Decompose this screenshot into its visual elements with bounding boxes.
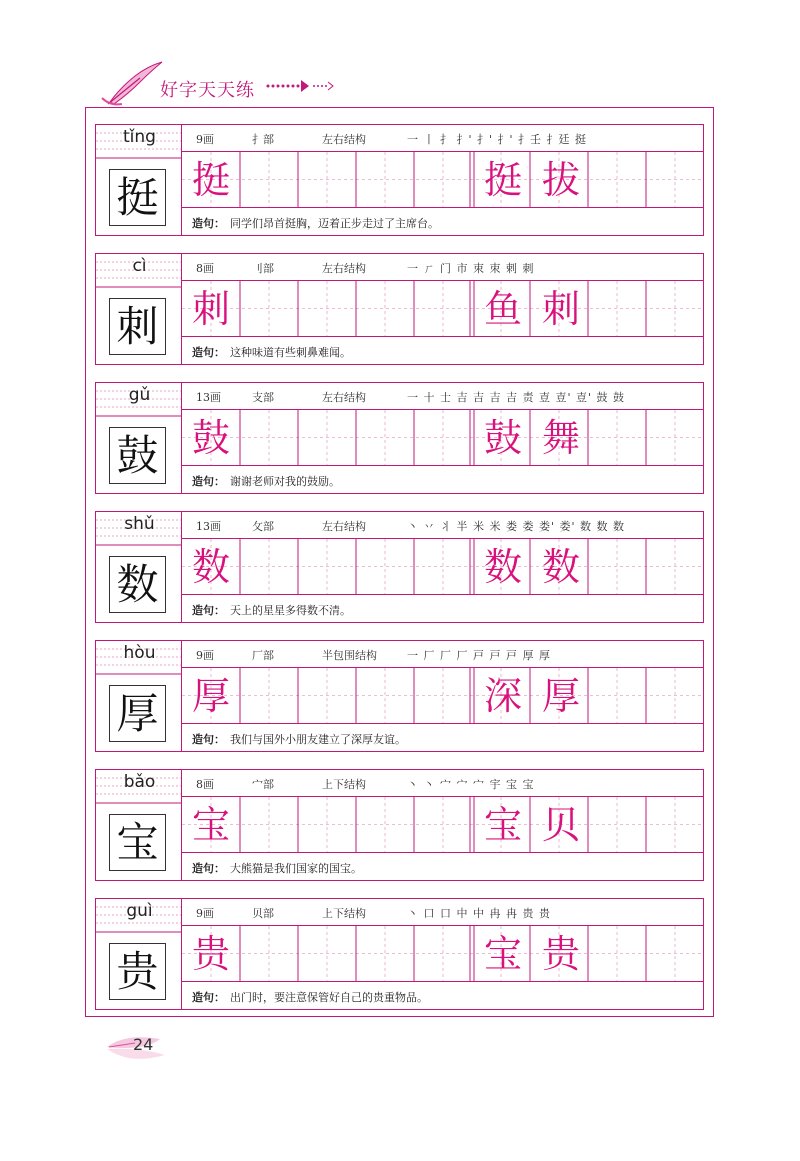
character-entry (95, 898, 704, 1010)
word-character-2: 厚 (541, 674, 580, 718)
character-entry (95, 382, 704, 494)
pinyin: cì (132, 256, 147, 276)
structure: 上下结构 (322, 907, 366, 920)
example-sentence (182, 337, 703, 364)
character-entry (95, 253, 704, 365)
sentence-text: 这种味道有些刺鼻难闻。 (230, 346, 351, 359)
sentence-text: 我们与国外小朋友建立了深厚友谊。 (230, 733, 406, 746)
radical: 刂部 (252, 262, 274, 275)
practice-character: 挺 (191, 158, 230, 202)
stroke-order: 丶 丷 丬 半 米 米 娄 娄 娄' 娄' 数 数 数 (407, 520, 626, 533)
writing-grid[interactable] (182, 796, 703, 853)
arrow-decoration-icon (265, 76, 335, 96)
structure: 半包围结构 (322, 649, 377, 662)
model-character: 数 (109, 556, 166, 613)
character-info (182, 899, 703, 925)
radical: 扌部 (252, 133, 274, 146)
stroke-order: 丶 口 口 中 中 冉 冉 贵 贵 (407, 907, 551, 920)
character-entry (95, 124, 704, 236)
character-info (182, 512, 703, 538)
stroke-count: 13画 (196, 391, 221, 404)
sentence-text: 大熊猫是我们国家的国宝。 (230, 862, 362, 875)
word-character-2: 拔 (541, 158, 580, 202)
character-info (182, 125, 703, 151)
page-number: 24 (133, 1035, 154, 1054)
pinyin: gǔ (128, 385, 151, 405)
stroke-count: 9画 (196, 133, 214, 146)
sentence-label: 造句： (192, 733, 225, 746)
page-title: 好字天天练 (160, 80, 255, 101)
practice-character: 宝 (191, 803, 230, 847)
example-sentence (182, 853, 703, 880)
sentence-text: 谢谢老师对我的鼓励。 (230, 475, 340, 488)
sentence-label: 造句： (192, 475, 225, 488)
stroke-count: 9画 (196, 649, 214, 662)
stroke-count: 8画 (196, 778, 214, 791)
page-header (100, 58, 430, 108)
word-character-1: 宝 (483, 803, 522, 847)
sentence-label: 造句： (192, 862, 225, 875)
character-info (182, 641, 703, 667)
writing-grid[interactable] (182, 667, 703, 724)
pinyin: shǔ (124, 514, 155, 534)
stroke-count: 13画 (196, 520, 221, 533)
pinyin: hòu (123, 643, 156, 663)
radical: 厂部 (252, 649, 274, 662)
sentence-label: 造句： (192, 604, 225, 617)
pinyin: bǎo (123, 772, 156, 792)
practice-character: 数 (191, 545, 230, 589)
writing-grid[interactable] (182, 280, 703, 337)
grid-lines (182, 410, 703, 465)
practice-character: 刺 (191, 287, 230, 331)
character-entry (95, 640, 704, 752)
structure: 左右结构 (322, 133, 366, 146)
character-entry (95, 511, 704, 623)
radical: 攵部 (252, 520, 274, 533)
writing-grid[interactable] (182, 538, 703, 595)
grid-lines (182, 539, 703, 594)
example-sentence (182, 466, 703, 493)
practice-character: 鼓 (191, 416, 230, 460)
structure: 左右结构 (322, 262, 366, 275)
structure: 左右结构 (322, 520, 366, 533)
word-character-1: 深 (483, 674, 522, 718)
page-footer (105, 1025, 185, 1065)
example-sentence (182, 208, 703, 235)
sentence-label: 造句： (192, 217, 225, 230)
character-info (182, 383, 703, 409)
word-character-1: 数 (483, 545, 522, 589)
practice-character: 贵 (191, 932, 230, 976)
stroke-order: 一 ㄏ 门 市 朿 朿 剌 刺 (407, 262, 535, 275)
writing-grid[interactable] (182, 151, 703, 208)
word-character-2: 刺 (541, 287, 580, 331)
sentence-text: 天上的星星多得数不清。 (230, 604, 351, 617)
stroke-order: 一 十 士 吉 吉 吉 吉 责 壴 壴' 壴' 鼓 鼓 (407, 391, 626, 404)
stroke-order: 一 厂 厂 厂 戸 戸 戸 厚 厚 (407, 649, 551, 662)
grid-lines (182, 668, 703, 723)
example-sentence (182, 595, 703, 622)
sentence-text: 出门时，要注意保管好自己的贵重物品。 (230, 991, 428, 1004)
model-character: 宝 (109, 814, 166, 871)
model-character: 贵 (109, 943, 166, 1000)
sentence-label: 造句： (192, 346, 225, 359)
example-sentence (182, 724, 703, 751)
grid-lines (182, 281, 703, 336)
character-entry (95, 769, 704, 881)
example-sentence (182, 982, 703, 1009)
model-character: 挺 (109, 169, 166, 226)
radical: 支部 (252, 391, 274, 404)
sentence-label: 造句： (192, 991, 225, 1004)
word-character-1: 宝 (483, 932, 522, 976)
grid-lines (182, 152, 703, 207)
stroke-order: 一 丨 扌 扌' 扌' 扌' 扌壬 扌廷 挺 (407, 133, 588, 146)
pinyin: tǐng (123, 127, 156, 147)
structure: 左右结构 (322, 391, 366, 404)
practice-character: 厚 (191, 674, 230, 718)
writing-grid[interactable] (182, 925, 703, 982)
radical: 宀部 (252, 778, 274, 791)
word-character-2: 贝 (541, 803, 580, 847)
writing-grid[interactable] (182, 409, 703, 466)
model-character: 厚 (109, 685, 166, 742)
model-character: 刺 (109, 298, 166, 355)
radical: 贝部 (252, 907, 274, 920)
word-character-2: 贵 (541, 932, 580, 976)
character-info (182, 770, 703, 796)
word-character-2: 舞 (541, 416, 580, 460)
stroke-count: 8画 (196, 262, 214, 275)
stroke-order: 丶 丶 宀 宀 宀 宇 宝 宝 (407, 778, 535, 791)
word-character-2: 数 (541, 545, 580, 589)
structure: 上下结构 (322, 778, 366, 791)
grid-lines (182, 926, 703, 981)
model-character: 鼓 (109, 427, 166, 484)
sentence-text: 同学们昂首挺胸，迈着正步走过了主席台。 (230, 217, 439, 230)
word-character-1: 挺 (483, 158, 522, 202)
character-info (182, 254, 703, 280)
grid-lines (182, 797, 703, 852)
word-character-1: 鱼 (483, 287, 522, 331)
stroke-count: 9画 (196, 907, 214, 920)
pinyin: guì (126, 901, 153, 921)
word-character-1: 鼓 (483, 416, 522, 460)
